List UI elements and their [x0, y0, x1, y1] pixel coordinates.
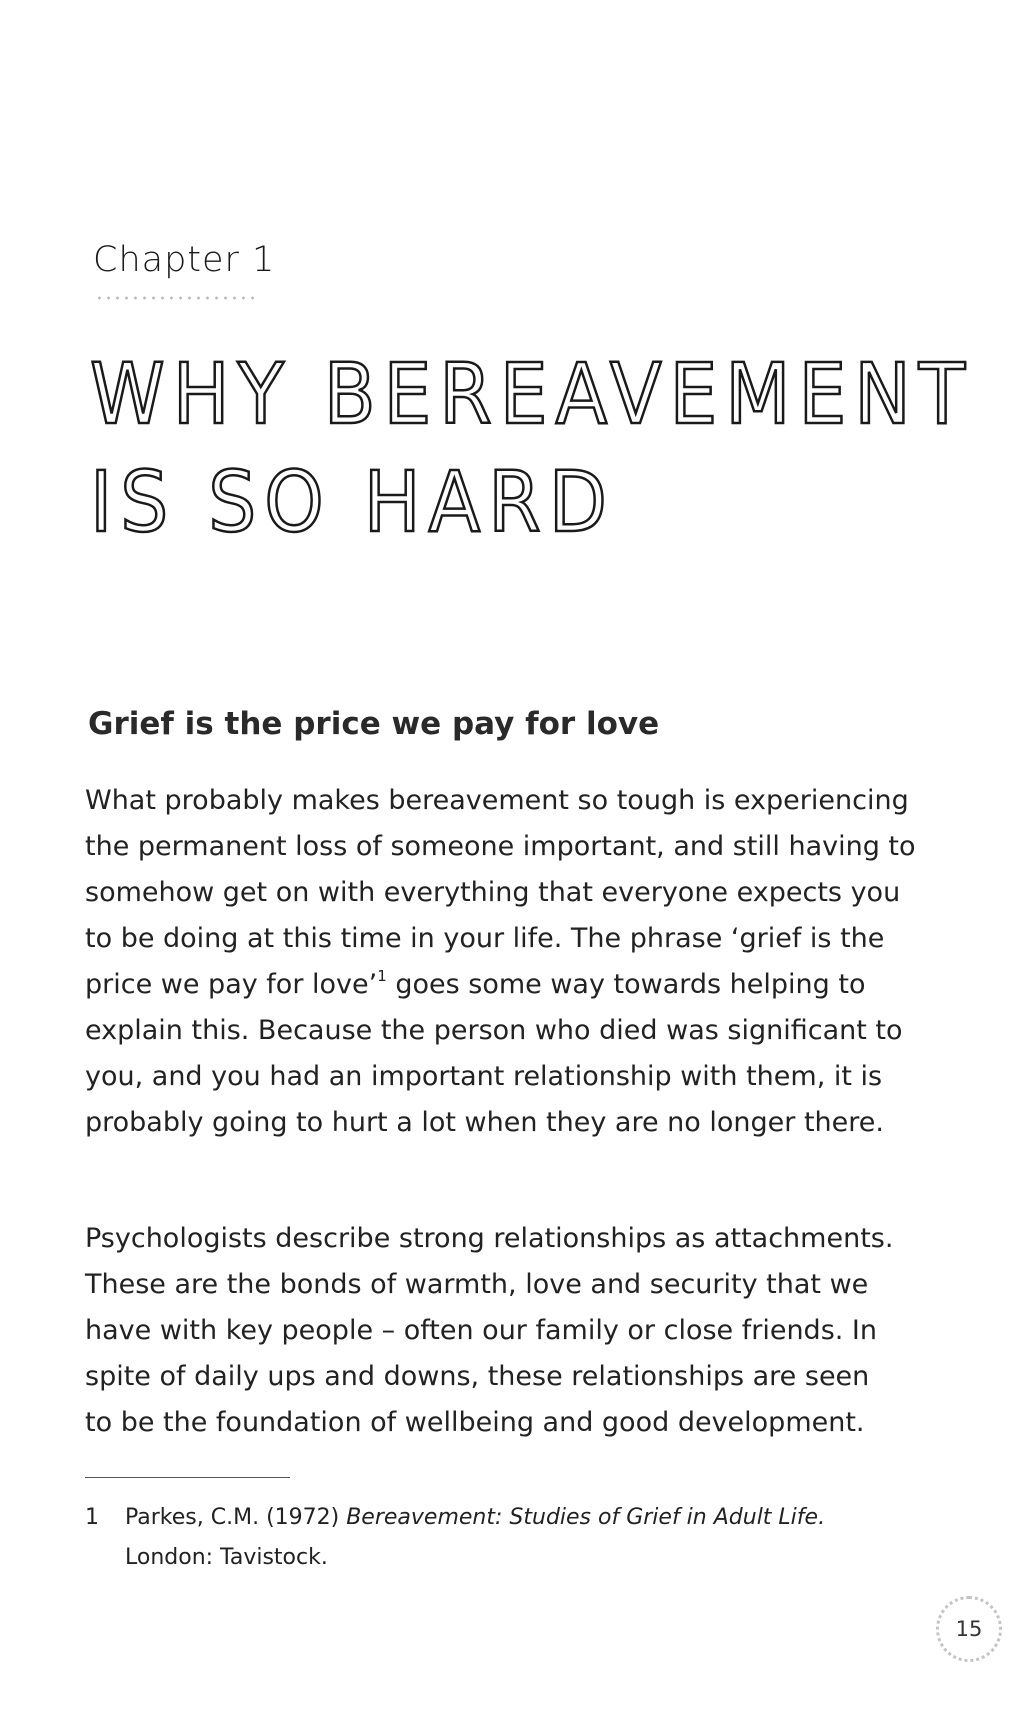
- paragraph-line: the permanent loss of someone important, and still having to: [85, 831, 916, 862]
- footnote-body: [125, 1498, 825, 1578]
- paragraph-line-start: price we pay for love’: [85, 969, 378, 1000]
- footnote-line: [125, 1498, 825, 1538]
- footnote-number: 1: [85, 1505, 99, 1530]
- page-number-badge: [936, 1596, 1002, 1662]
- chapter-label: Chapter 1: [93, 240, 276, 280]
- paragraph-line: have with key people – often our family or close friends. In: [85, 1315, 878, 1346]
- chapter-title: [90, 340, 973, 556]
- page-number: 15: [955, 1617, 983, 1641]
- paragraph-line: you, and you had an important relationship with them, it is: [85, 1061, 883, 1092]
- paragraph-line: somehow get on with everything that everyone expects you: [85, 877, 901, 908]
- chapter-dotted-underline: [95, 296, 260, 300]
- paragraph-line: What probably makes bereavement so tough is experiencing: [85, 785, 909, 816]
- footnote-publisher: London: Tavistock.: [125, 1545, 328, 1570]
- paragraph-line-end: goes some way towards helping to: [386, 969, 866, 1000]
- paragraph-line: to be the foundation of wellbeing and good development.: [85, 1407, 865, 1438]
- footnote-reference[interactable]: 1: [377, 967, 387, 985]
- chapter-title-line: WHY BEREAVEMENT: [90, 345, 973, 443]
- paragraph: [85, 1216, 925, 1446]
- paragraph-line: These are the bonds of warmth, love and security that we: [85, 1269, 869, 1300]
- footnote-author: Parkes, C.M. (1972): [125, 1505, 347, 1530]
- paragraph-line: spite of daily ups and downs, these relationships are seen: [85, 1361, 870, 1392]
- section-heading: Grief is the price we pay for love: [88, 706, 660, 742]
- paragraph-line: probably going to hurt a lot when they are no longer there.: [85, 1107, 884, 1138]
- chapter-title-line: IS SO HARD: [90, 453, 615, 551]
- paragraph: [85, 778, 925, 1146]
- footnote-work-title: Bereavement: Studies of Grief in Adult Life.: [346, 1505, 826, 1530]
- paragraph-line: to be doing at this time in your life. The phrase ‘grief is the: [85, 923, 885, 954]
- paragraph-line: [85, 962, 925, 1008]
- paragraph-line: explain this. Because the person who died was significant to: [85, 1015, 903, 1046]
- footnote-divider: [85, 1477, 290, 1478]
- paragraph-line: Psychologists describe strong relationships as attachments.: [85, 1223, 894, 1254]
